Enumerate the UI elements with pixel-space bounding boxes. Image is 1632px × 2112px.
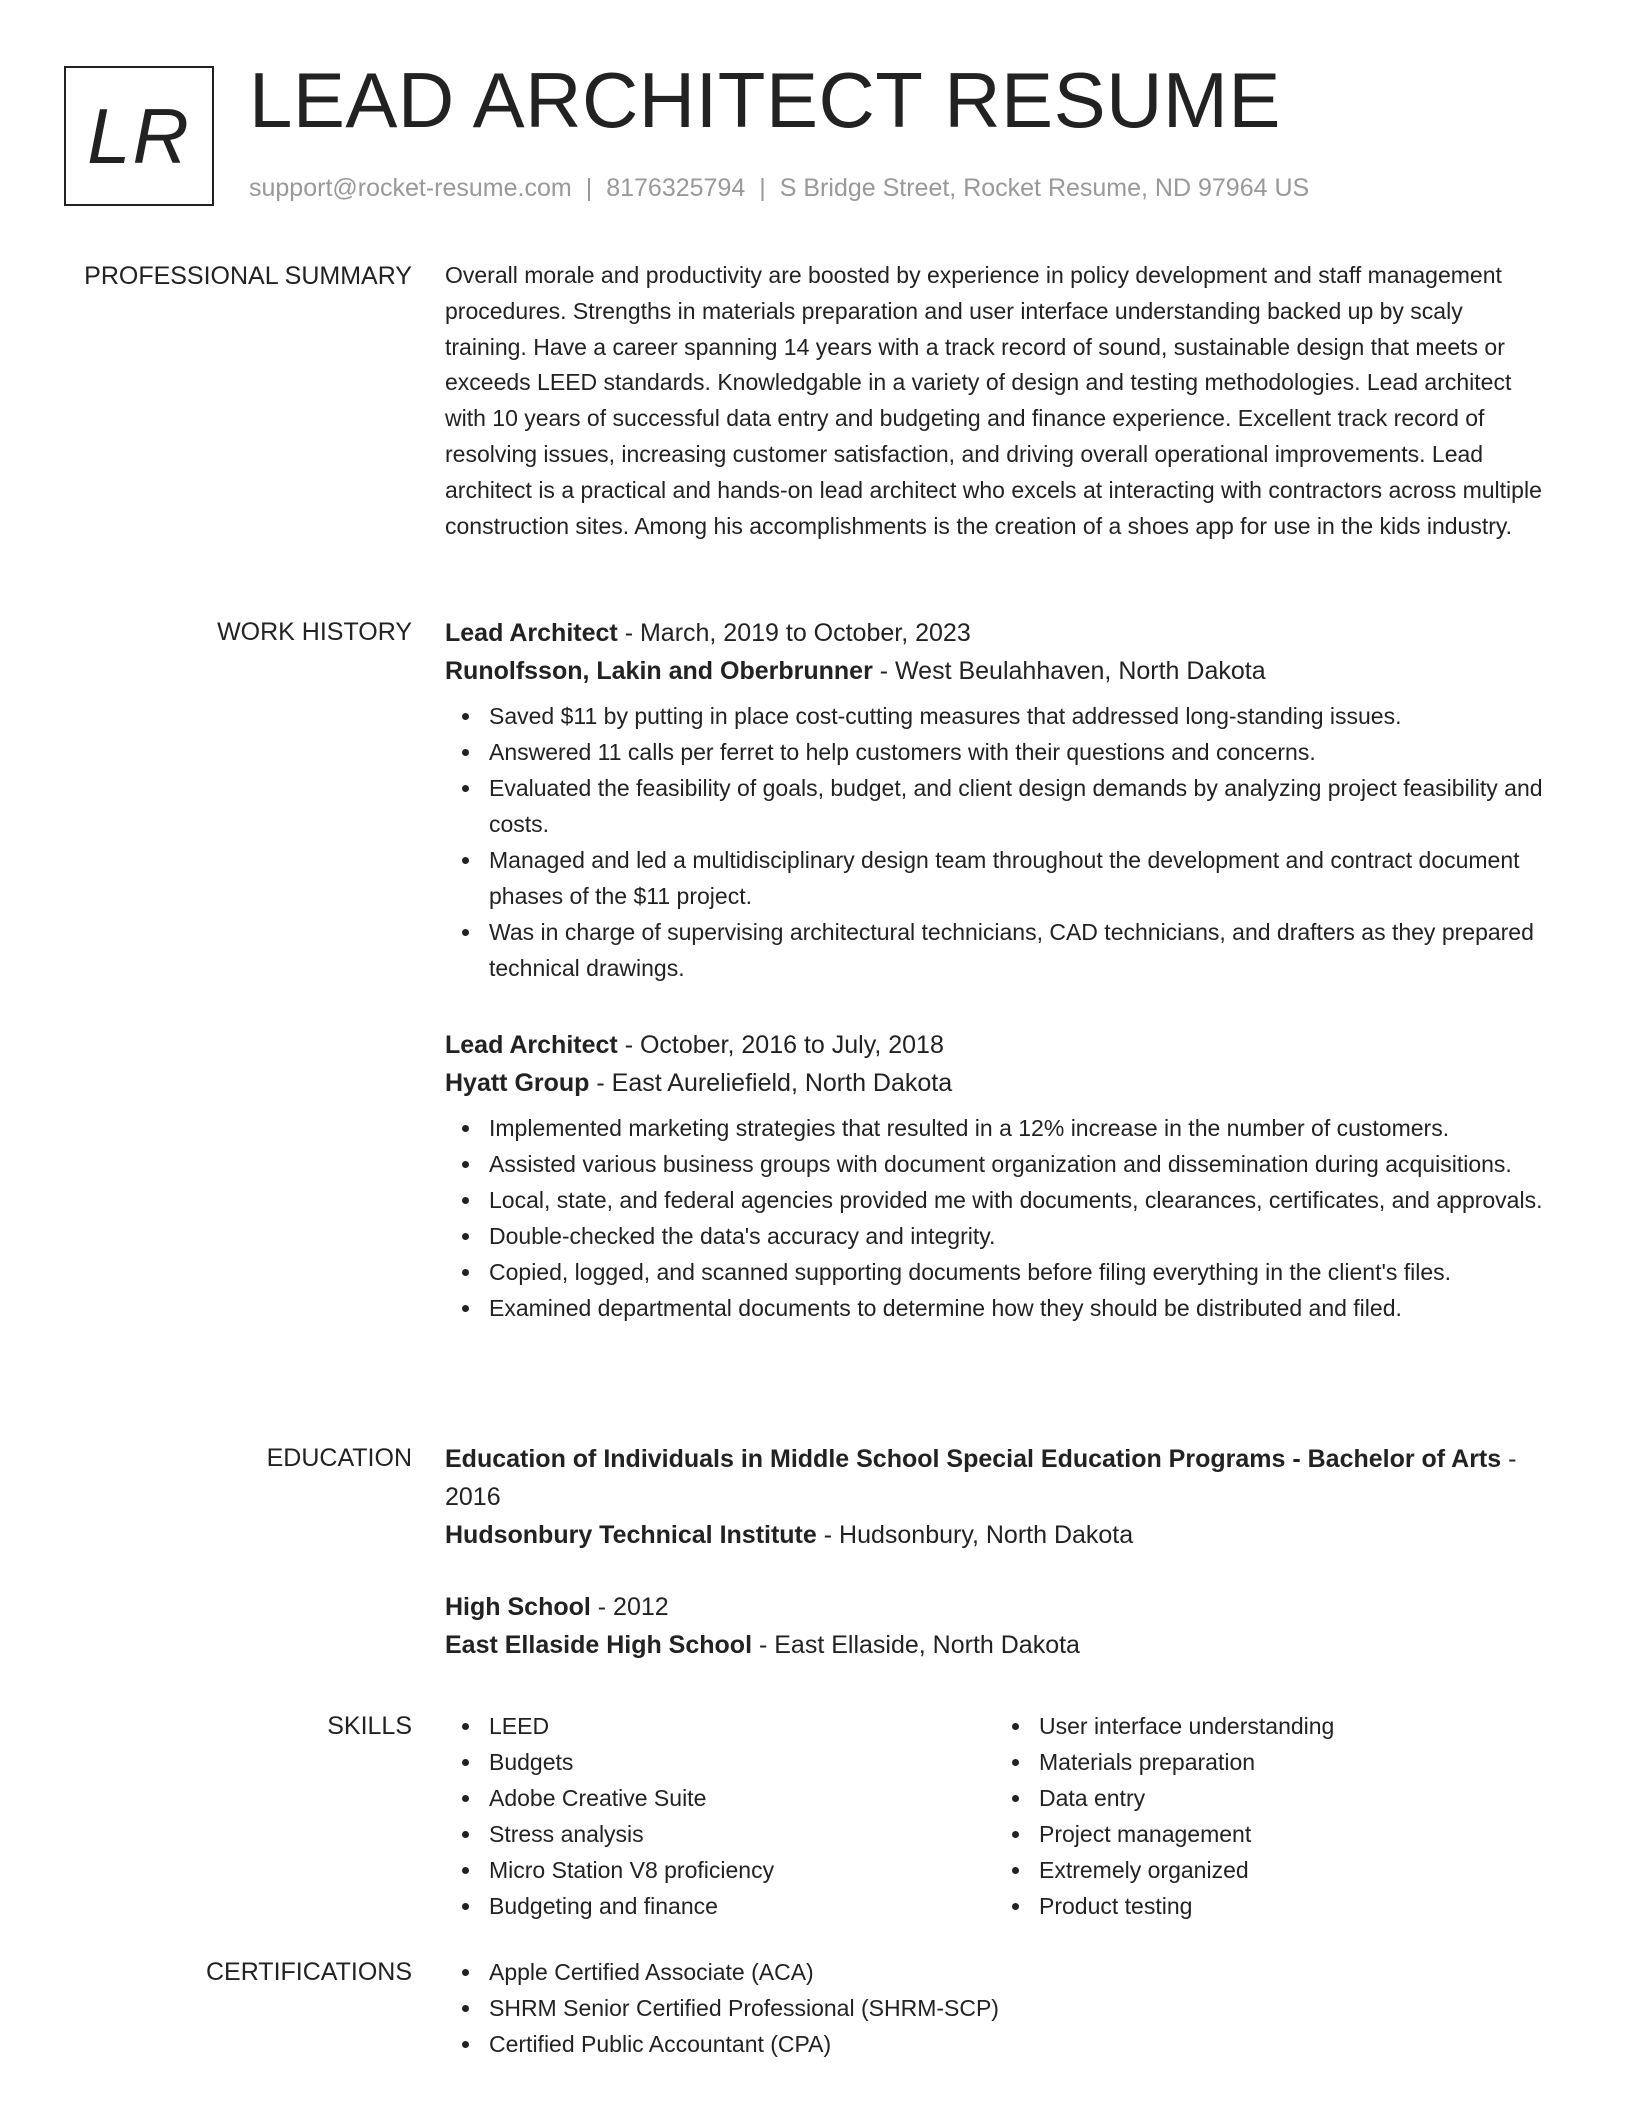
school-location: - East Ellaside, North Dakota <box>758 1631 1080 1659</box>
skill-item: Extremely organized <box>1039 1852 1545 1888</box>
degree-line <box>445 1440 1545 1516</box>
job-location: - West Beulahhaven, North Dakota <box>879 657 1266 685</box>
skills-label: SKILLS <box>327 1712 412 1740</box>
contact-phone: 8176325794 <box>606 174 746 202</box>
bullet-item: Was in charge of supervising architectural technicians, CAD technicians, and drafters as they prepared technical drawings. <box>489 914 1545 986</box>
job-title: Lead Architect <box>445 619 618 647</box>
skill-item: Budgets <box>489 1744 995 1780</box>
job-dates: - October, 2016 to July, 2018 <box>624 1031 944 1059</box>
degree-year: - 2012 <box>597 1593 669 1621</box>
education-entry <box>445 1440 1545 1554</box>
job-title-line <box>445 1026 1545 1064</box>
job-title: Lead Architect <box>445 1031 618 1059</box>
work-label: WORK HISTORY <box>217 618 412 646</box>
school-line <box>445 1516 1545 1554</box>
job-company-line <box>445 1064 1545 1102</box>
skills-column-right <box>995 1708 1545 1924</box>
skills-column-left <box>445 1708 995 1924</box>
job-company: Hyatt Group <box>445 1069 590 1097</box>
summary-label: PROFESSIONAL SUMMARY <box>84 262 412 290</box>
skill-item: Stress analysis <box>489 1816 995 1852</box>
degree-year: - 2016 <box>445 1445 1517 1511</box>
education-label: EDUCATION <box>266 1444 412 1472</box>
job-location: - East Aureliefield, North Dakota <box>596 1069 953 1097</box>
bullet-item: Assisted various business groups with document organization and dissemination during acquisitions. <box>489 1146 1545 1182</box>
education-entry <box>445 1588 1545 1664</box>
contact-address: S Bridge Street, Rocket Resume, ND 97964 US <box>779 174 1310 202</box>
summary-text: Overall morale and productivity are boosted by experience in policy development and staff management procedures. Strengths in materials preparation and user interface understanding backed up by scaly training. Have a career spanning 14 years with a track record of sound, sustainable design that meets or exceeds LEED standards. Knowledgable in a variety of design and testing methodologies. Lead architect with 10 years of successful data entry and budgeting and finance experience. Excellent track record of resolving issues, increasing customer satisfaction, and driving overall operational improvements. Lead architect is a practical and hands-on lead architect who excels at interacting with contractors across multiple construction sites. Among his accomplishments is the creation of a shoes app for use in the kids industry. <box>445 262 1542 539</box>
summary-body <box>445 258 1545 544</box>
bullet-item: Answered 11 calls per ferret to help customers with their questions and concerns. <box>489 734 1545 770</box>
skill-item: Adobe Creative Suite <box>489 1780 995 1816</box>
bullet-item: Copied, logged, and scanned supporting documents before filing everything in the client's files. <box>489 1254 1545 1290</box>
contact-separator: | <box>759 174 766 202</box>
school-line <box>445 1626 1545 1664</box>
skill-item: Budgeting and finance <box>489 1888 995 1924</box>
job-bullets <box>445 698 1545 986</box>
job-bullets <box>445 1110 1545 1326</box>
school-name: Hudsonbury Technical Institute <box>445 1521 817 1549</box>
certifications-label: CERTIFICATIONS <box>205 1958 412 1986</box>
job-company-line <box>445 652 1545 690</box>
bullet-item: Managed and led a multidisciplinary design team throughout the development and contract document phases of the $11 project. <box>489 842 1545 914</box>
school-name: East Ellaside High School <box>445 1631 753 1659</box>
bullet-item: Saved $11 by putting in place cost-cutting measures that addressed long-standing issues. <box>489 698 1545 734</box>
resume-title: LEAD ARCHITECT RESUME <box>249 56 1281 144</box>
contact-separator: | <box>585 174 593 202</box>
skill-item: Product testing <box>1039 1888 1545 1924</box>
contact-line <box>249 174 1309 203</box>
job-company: Runolfsson, Lakin and Oberbrunner <box>445 657 873 685</box>
job-dates: - March, 2019 to October, 2023 <box>624 619 971 647</box>
certifications-list <box>445 1954 1545 2062</box>
skills-list <box>445 1708 1545 1924</box>
job-entry <box>445 614 1545 986</box>
bullet-item: Implemented marketing strategies that resulted in a 12% increase in the number of customers. <box>489 1110 1545 1146</box>
certifications-bullets <box>445 1954 1545 2062</box>
skill-item: Project management <box>1039 1816 1545 1852</box>
degree-name: High School <box>445 1593 591 1621</box>
contact-email: support@rocket-resume.com <box>249 174 572 202</box>
monogram-logo: LR <box>64 66 214 206</box>
skill-item: LEED <box>489 1708 995 1744</box>
certification-item: SHRM Senior Certified Professional (SHRM-SCP) <box>489 1990 1545 2026</box>
job-entry <box>445 1026 1545 1326</box>
certification-item: Certified Public Accountant (CPA) <box>489 2026 1545 2062</box>
degree-line <box>445 1588 1545 1626</box>
skill-item: User interface understanding <box>1039 1708 1545 1744</box>
skill-item: Materials preparation <box>1039 1744 1545 1780</box>
bullet-item: Examined departmental documents to determine how they should be distributed and filed. <box>489 1290 1545 1326</box>
bullet-item: Double-checked the data's accuracy and integrity. <box>489 1218 1545 1254</box>
skill-item: Data entry <box>1039 1780 1545 1816</box>
school-location: - Hudsonbury, North Dakota <box>823 1521 1134 1549</box>
degree-name: Education of Individuals in Middle School Special Education Programs - Bachelor of Arts <box>445 1445 1502 1473</box>
certification-item: Apple Certified Associate (ACA) <box>489 1954 1545 1990</box>
skill-item: Micro Station V8 proficiency <box>489 1852 995 1888</box>
job-title-line <box>445 614 1545 652</box>
bullet-item: Evaluated the feasibility of goals, budget, and client design demands by analyzing project feasibility and costs. <box>489 770 1545 842</box>
bullet-item: Local, state, and federal agencies provided me with documents, clearances, certificates, and approvals. <box>489 1182 1545 1218</box>
